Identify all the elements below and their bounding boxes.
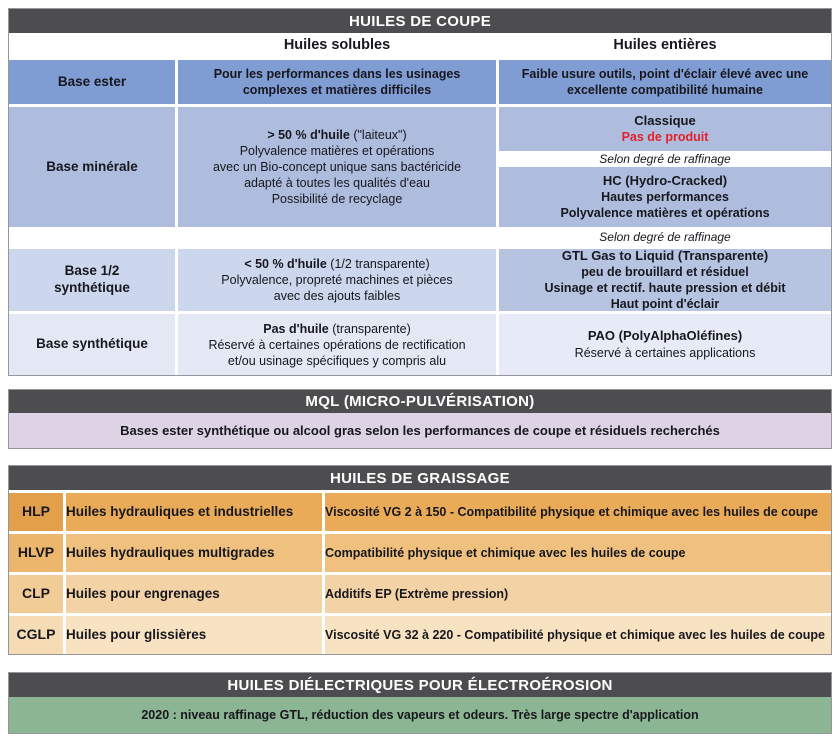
graissage-title: HUILES DE GRAISSAGE — [330, 469, 510, 487]
cell-base-demi-soluble — [178, 249, 496, 311]
coupe-subheader-row — [9, 33, 831, 57]
cell-name-clp: Huiles pour engrenages — [66, 575, 322, 613]
coupe-section — [8, 8, 832, 376]
cell-code-clp: CLP — [9, 575, 63, 613]
lead-rest: (1/2 transparente) — [326, 257, 430, 271]
label-line: synthétique — [54, 280, 130, 295]
raffinage-band-cell — [499, 230, 831, 246]
row-base-minerale — [9, 107, 831, 227]
dielectriques-section — [8, 672, 832, 734]
cell-hydro-cracked — [499, 167, 831, 227]
band-spacer — [178, 230, 496, 246]
col-header-solubles: Huiles solubles — [283, 36, 391, 53]
raffinage-band-row — [9, 230, 831, 246]
row-base-ester — [9, 60, 831, 104]
text-line: Usinage et rectif. haute pression et débit — [544, 281, 786, 296]
lead-rest: (transparente) — [328, 321, 411, 336]
cell-pao — [499, 314, 831, 375]
band-spacer — [9, 230, 175, 246]
text-line: adapté à toutes les qualités d'eau — [244, 176, 430, 190]
graissage-title-bar — [9, 466, 831, 490]
lead-bold: < 50 % d'huile — [244, 257, 327, 271]
cell-name-hlp: Huiles hydrauliques et industrielles — [66, 493, 322, 531]
cell-base-minerale-soluble — [178, 107, 496, 227]
raffinage-band-note: Selon degré de raffinage — [599, 230, 731, 245]
mql-title-bar — [9, 390, 831, 413]
lead-rest: ("laiteux") — [349, 128, 407, 142]
mql-body-text: Bases ester synthétique ou alcool gras selon les performances de coupe et résiduels recherchés — [120, 423, 720, 438]
cell-desc-cglp: Viscosité VG 32 à 220 - Compatibilité physique et chimique avec les huiles de coupe — [325, 616, 831, 654]
text-line: Possibilité de recyclage — [271, 192, 403, 206]
lead-bold: > 50 % d'huile — [267, 128, 350, 142]
row-base-synthetique — [9, 314, 831, 375]
text-line: Réservé à certaines opérations de rectification — [208, 337, 466, 352]
cell-desc-clp: Additifs EP (Extrème pression) — [325, 575, 831, 613]
text-line: complexes et matières difficiles — [242, 83, 432, 97]
text-line: Hautes performances — [601, 190, 729, 205]
graissage-row-clp — [9, 575, 831, 613]
coupe-title: HUILES DE COUPE — [348, 12, 492, 30]
cell-base-ester-label: Base ester — [9, 60, 175, 104]
cell-base-synth-label: Base synthétique — [9, 314, 175, 375]
text-line: Pour les performances dans les usinages — [213, 67, 461, 81]
text-line: excellente compatibilité humaine — [567, 83, 763, 97]
graissage-row-hlp — [9, 493, 831, 531]
cell-code-hlvp: HLVP — [9, 534, 63, 572]
cell-gtl — [499, 249, 831, 311]
mql-body — [9, 413, 831, 448]
lead-bold: Pas d'huile — [263, 321, 329, 336]
text-line: Polyvalence matières et opérations — [239, 144, 435, 158]
graissage-row-cglp — [9, 616, 831, 654]
text-line: Polyvalence, propreté machines et pièces — [221, 273, 453, 287]
no-product-note: Pas de produit — [621, 130, 709, 145]
text-line: Haut point d'éclair — [610, 297, 720, 312]
dielectriques-title: HUILES DIÉLECTRIQUES POUR ÉLECTROÉROSION — [227, 676, 613, 694]
text-line: et/ou usinage spécifiques y compris alu — [227, 353, 447, 368]
cell-name-cglp: Huiles pour glissières — [66, 616, 322, 654]
dielectriques-body — [9, 697, 831, 733]
col-header-entieres: Huiles entières — [613, 36, 717, 53]
cell-name-hlvp: Huiles hydrauliques multigrades — [66, 534, 322, 572]
cell-base-synth-soluble — [178, 314, 496, 375]
mql-section — [8, 389, 832, 449]
coupe-subheader-spacer — [9, 33, 175, 57]
hc-title: HC (Hydro-Cracked) — [602, 172, 728, 188]
gtl-title: GTL Gas to Liquid (Transparente) — [561, 247, 769, 263]
cell-classique — [499, 107, 831, 151]
cell-desc-hlvp: Compatibilité physique et chimique avec les huiles de coupe — [325, 534, 831, 572]
text-line — [186, 321, 488, 337]
text-line — [186, 127, 488, 143]
mql-title: MQL (MICRO-PULVÉRISATION) — [305, 393, 535, 410]
graissage-row-hlvp — [9, 534, 831, 572]
cell-code-hlp: HLP — [9, 493, 63, 531]
cell-base-demi-label — [9, 249, 175, 311]
cell-base-minerale-entiere — [499, 107, 831, 227]
graissage-section — [8, 465, 832, 655]
text-line: avec des ajouts faibles — [273, 289, 401, 303]
text-line: Réservé à certaines applications — [574, 345, 756, 360]
pao-title: PAO (PolyAlphaOléfines) — [587, 328, 743, 344]
text-line — [186, 256, 488, 272]
raffinage-note: Selon degré de raffinage — [599, 152, 731, 166]
dielectriques-body-text: 2020 : niveau raffinage GTL, réduction des vapeurs et odeurs. Très large spectre d'application — [141, 708, 699, 722]
text-line: avec un Bio-concept unique sans bactéricide — [212, 160, 462, 174]
cell-code-cglp: CGLP — [9, 616, 63, 654]
text-line: Faible usure outils, point d'éclair élevé avec une — [521, 67, 809, 81]
label-line: Base 1/2 — [64, 263, 120, 279]
cell-base-ester-soluble — [178, 60, 496, 104]
coupe-title-bar — [9, 9, 831, 33]
cell-base-ester-entiere — [499, 60, 831, 104]
row-base-demi-synthetique — [9, 249, 831, 311]
classique-title: Classique — [634, 112, 696, 128]
text-line: Polyvalence matières et opérations — [560, 206, 770, 221]
cell-desc-hlp: Viscosité VG 2 à 150 - Compatibilité physique et chimique avec les huiles de coupe — [325, 493, 831, 531]
raffinage-strip-inner — [499, 151, 831, 167]
text-line: peu de brouillard et résiduel — [581, 265, 749, 280]
dielectriques-title-bar — [9, 673, 831, 697]
cell-base-minerale-label: Base minérale — [9, 107, 175, 227]
